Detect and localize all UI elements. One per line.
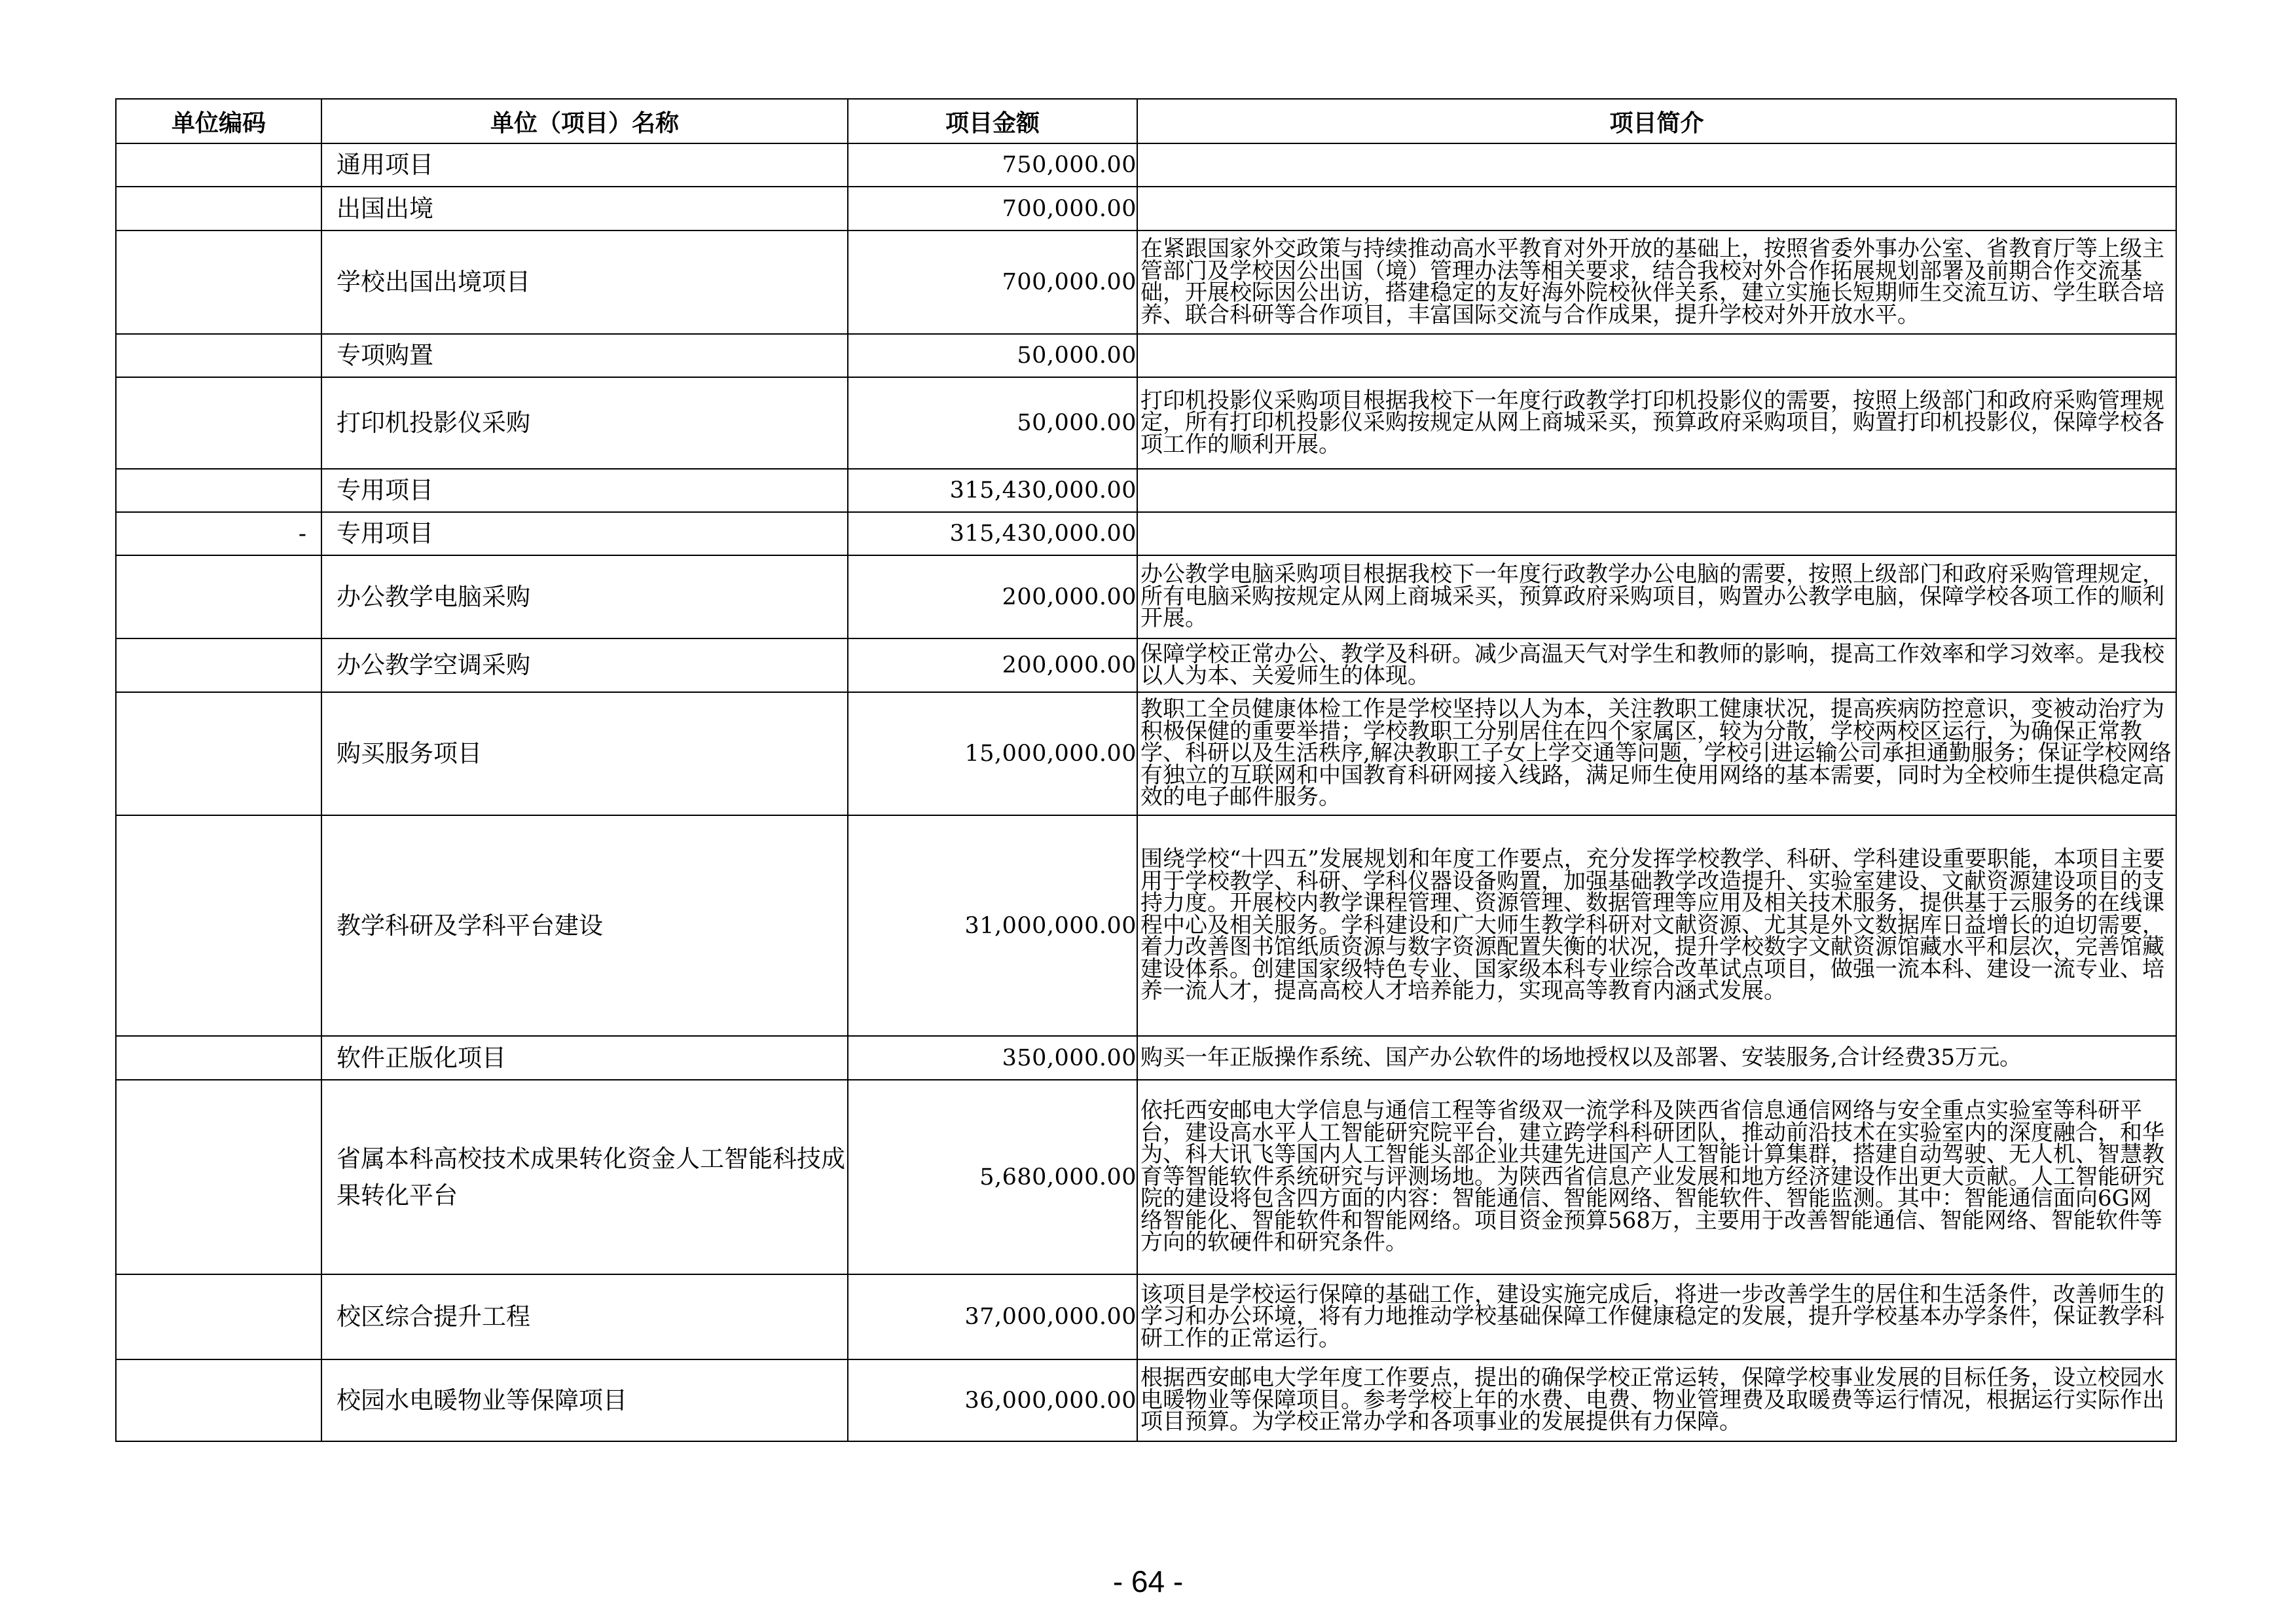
table-header-row <box>116 99 2176 143</box>
unit-code-cell <box>116 1359 321 1441</box>
unit-code-cell <box>116 1274 321 1359</box>
table-row <box>116 1359 2176 1441</box>
unit-code-cell <box>116 334 321 377</box>
project-description-cell: 依托西安邮电大学信息与通信工程等省级双一流学科及陕西省信息通信网络与安全重点实验室等科研平台，建设高水平人工智能研究院平台，建立跨学科科研团队，推动前沿技术在实验室内的深度融合，和华为、科大讯飞等国内人工智能头部企业共建先进国产人工智能计算集群，搭建自动驾驶、无人机、智慧教育等智能软件系统研究与评测场地。为陕西省信息产业发展和地方经济建设作出更大贡献。人工智能研究院的建设将包含四方面的内容：智能通信、智能网络、智能软件、智能监测。其中：智能通信面向6G网络智能化、智能软件和智能网络。项目资金预算568万，主要用于改善智能通信、智能网络、智能软件等方向的软硬件和研究条件。 <box>1137 1080 2176 1274</box>
project-description-cell: 保障学校正常办公、教学及科研。减少高温天气对学生和教师的影响，提高工作效率和学习效率。是我校以人为本、关爱师生的体现。 <box>1137 638 2176 692</box>
table-row <box>116 187 2176 231</box>
unit-code-cell <box>116 815 321 1036</box>
table-row <box>116 555 2176 638</box>
table-row <box>116 469 2176 512</box>
project-name-cell: 校区综合提升工程 <box>321 1274 848 1359</box>
table-row <box>116 815 2176 1036</box>
table-row <box>116 1274 2176 1359</box>
project-amount-cell: 5,680,000.00 <box>848 1080 1137 1274</box>
project-name-cell: 打印机投影仪采购 <box>321 377 848 469</box>
table-row <box>116 512 2176 555</box>
unit-code-cell: - <box>116 512 321 555</box>
project-amount-cell: 15,000,000.00 <box>848 692 1137 815</box>
project-amount-cell: 315,430,000.00 <box>848 469 1137 512</box>
project-description-cell <box>1137 143 2176 187</box>
unit-code-cell <box>116 692 321 815</box>
project-name-cell: 购买服务项目 <box>321 692 848 815</box>
project-amount-cell: 50,000.00 <box>848 334 1137 377</box>
table-body <box>116 143 2176 1441</box>
project-name-cell: 办公教学空调采购 <box>321 638 848 692</box>
project-name-cell: 学校出国出境项目 <box>321 231 848 334</box>
project-amount-cell: 37,000,000.00 <box>848 1274 1137 1359</box>
project-name-cell: 专用项目 <box>321 512 848 555</box>
budget-table <box>115 98 2177 1442</box>
project-amount-cell: 750,000.00 <box>848 143 1137 187</box>
project-amount-cell: 350,000.00 <box>848 1036 1137 1080</box>
project-name-cell: 专用项目 <box>321 469 848 512</box>
table-row <box>116 692 2176 815</box>
project-amount-cell: 50,000.00 <box>848 377 1137 469</box>
project-description-cell <box>1137 512 2176 555</box>
unit-code-cell <box>116 469 321 512</box>
unit-code-cell <box>116 1080 321 1274</box>
project-amount-cell: 700,000.00 <box>848 231 1137 334</box>
project-description-cell: 该项目是学校运行保障的基础工作，建设实施完成后，将进一步改善学生的居住和生活条件，改善师生的学习和办公环境，将有力地推动学校基础保障工作健康稳定的发展，提升学校基本办学条件，保证教学科研工作的正常运行。 <box>1137 1274 2176 1359</box>
project-description-cell: 办公教学电脑采购项目根据我校下一年度行政教学办公电脑的需要，按照上级部门和政府采购管理规定，所有电脑采购按规定从网上商城采买，预算政府采购项目，购置办公教学电脑，保障学校各项工作的顺利开展。 <box>1137 555 2176 638</box>
project-name-cell: 校园水电暖物业等保障项目 <box>321 1359 848 1441</box>
unit-code-cell <box>116 1036 321 1080</box>
header-project-amount: 项目金额 <box>848 99 1137 143</box>
header-unit-code: 单位编码 <box>116 99 321 143</box>
project-name-cell: 软件正版化项目 <box>321 1036 848 1080</box>
project-amount-cell: 700,000.00 <box>848 187 1137 231</box>
project-description-cell <box>1137 334 2176 377</box>
table-row <box>116 377 2176 469</box>
project-name-cell: 专项购置 <box>321 334 848 377</box>
project-description-cell: 购买一年正版操作系统、国产办公软件的场地授权以及部署、安装服务,合计经费35万元。 <box>1137 1036 2176 1080</box>
project-amount-cell: 31,000,000.00 <box>848 815 1137 1036</box>
table-row <box>116 143 2176 187</box>
project-amount-cell: 36,000,000.00 <box>848 1359 1137 1441</box>
project-name-cell: 办公教学电脑采购 <box>321 555 848 638</box>
unit-code-cell <box>116 555 321 638</box>
table-row <box>116 1036 2176 1080</box>
project-name-cell: 省属本科高校技术成果转化资金人工智能科技成果转化平台 <box>321 1080 848 1274</box>
project-amount-cell: 200,000.00 <box>848 638 1137 692</box>
table-row <box>116 1080 2176 1274</box>
project-description-cell: 在紧跟国家外交政策与持续推动高水平教育对外开放的基础上，按照省委外事办公室、省教育厅等上级主管部门及学校因公出国（境）管理办法等相关要求，结合我校对外合作拓展规划部署及前期合作交流基础，开展校际因公出访，搭建稳定的友好海外院校伙伴关系，建立实施长短期师生交流互访、学生联合培养、联合科研等合作项目，丰富国际交流与合作成果，提升学校对外开放水平。 <box>1137 231 2176 334</box>
project-amount-cell: 200,000.00 <box>848 555 1137 638</box>
unit-code-cell <box>116 638 321 692</box>
project-name-cell: 出国出境 <box>321 187 848 231</box>
project-description-cell: 教职工全员健康体检工作是学校坚持以人为本，关注教职工健康状况，提高疾病防控意识，变被动治疗为积极保健的重要举措；学校教职工分别居住在四个家属区，较为分散，学校两校区运行，为确保正常教学、科研以及生活秩序,解决教职工子女上学交通等问题，学校引进运输公司承担通勤服务；保证学校网络有独立的互联网和中国教育科研网接入线路，满足师生使用网络的基本需要，同时为全校师生提供稳定高效的电子邮件服务。 <box>1137 692 2176 815</box>
project-description-cell <box>1137 187 2176 231</box>
unit-code-cell <box>116 377 321 469</box>
unit-code-cell <box>116 143 321 187</box>
unit-code-cell <box>116 231 321 334</box>
project-description-cell: 打印机投影仪采购项目根据我校下一年度行政教学打印机投影仪的需要，按照上级部门和政府采购管理规定，所有打印机投影仪采购按规定从网上商城采买，预算政府采购项目，购置打印机投影仪，保障学校各项工作的顺利开展。 <box>1137 377 2176 469</box>
project-description-cell: 根据西安邮电大学年度工作要点，提出的确保学校正常运转，保障学校事业发展的目标任务，设立校园水电暖物业等保障项目。参考学校上年的水费、电费、物业管理费及取暖费等运行情况，根据运行实际作出项目预算。为学校正常办学和各项事业的发展提供有力保障。 <box>1137 1359 2176 1441</box>
project-name-cell: 通用项目 <box>321 143 848 187</box>
page-number: - 64 - <box>1112 1564 1184 1598</box>
header-unit-name: 单位（项目）名称 <box>321 99 848 143</box>
project-description-cell: 围绕学校“十四五”发展规划和年度工作要点，充分发挥学校教学、科研、学科建设重要职能，本项目主要用于学校教学、科研、学科仪器设备购置，加强基础教学改造提升、实验室建设、文献资源建设项目的支持力度。开展校内教学课程管理、资源管理、数据管理等应用及相关技术服务，提供基于云服务的在线课程中心及相关服务。学科建设和广大师生教学科研对文献资源、尤其是外文数据库日益增长的迫切需要，着力改善图书馆纸质资源与数字资源配置失衡的状况，提升学校数字文献资源馆藏水平和层次，完善馆藏建设体系。创建国家级特色专业、国家级本科专业综合改革试点项目，做强一流本科、建设一流专业、培养一流人才，提高高校人才培养能力，实现高等教育内涵式发展。 <box>1137 815 2176 1036</box>
header-project-description: 项目简介 <box>1137 99 2176 143</box>
project-name-cell: 教学科研及学科平台建设 <box>321 815 848 1036</box>
table-row <box>116 231 2176 334</box>
table-row <box>116 334 2176 377</box>
table-row <box>116 638 2176 692</box>
project-description-cell <box>1137 469 2176 512</box>
unit-code-cell <box>116 187 321 231</box>
project-amount-cell: 315,430,000.00 <box>848 512 1137 555</box>
